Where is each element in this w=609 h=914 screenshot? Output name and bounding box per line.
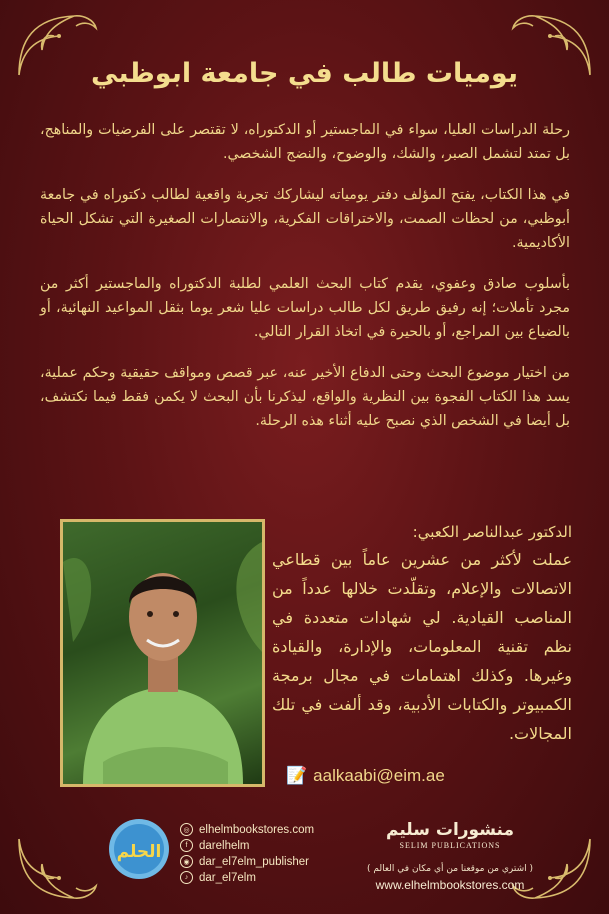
social-text: dar_el7elm (199, 871, 256, 884)
author-bio: عملت لأكثر من عشرين عاماً بين قطاعي الاتصالات والإعلام، وتقلّدت خلالها عدداً من المناصب القيادية. لي شهادات متعددة في نظم تقنية المعلومات، والإدارة، والقيادة وغيرها. وكذلك اهتمامات في مجال برمجة الكمبيوتر والكتابات الأدبية، وقد ألفت في تلك المجالات. (272, 550, 572, 743)
blurb-paragraph: من اختيار موضوع البحث وحتى الدفاع الأخير عنه، عبر قصص ومواقف حقيقية وحكم عملية، يسد هذا الكتاب الفجوة بين النظرية والواقع، ليذكرنا بأن البحث لا يكمن فقط فيما نكتشف، بل أيضا في الشخص الذي نصبح عليه أثناء هذه الرحلة. (40, 365, 570, 429)
elhelm-logo (106, 817, 172, 881)
author-name: الدكتور عبدالناصر الكعبي: (412, 523, 572, 541)
social-link[interactable] (180, 822, 314, 837)
blurb-paragraph: بأسلوب صادق وعفوي، يقدم كتاب البحث العلمي لطلبة الدكتوراه والماجستير أكثر من مجرد تأملات؛ إنه رفيق طريق لكل طالب دراسات عليا شعر يوما بثقل المواعيد النهائية، أو بالضياع بين المراجع، أو بالحيرة في اتخاذ القرار التالي. (40, 276, 570, 340)
social-text: darelhelm (199, 839, 250, 852)
publisher-website[interactable]: www.elhelmbookstores.com (375, 878, 525, 892)
social-text: elhelmbookstores.com (199, 823, 315, 836)
book-title: يوميات طالب في جامعة ابوظبي (91, 58, 518, 89)
social-link[interactable] (180, 870, 314, 885)
logo-text: الحلم (116, 842, 162, 862)
blurb-paragraph: في هذا الكتاب، يفتح المؤلف دفتر يومياته ليشاركك تجربة واقعية لطالب دكتوراه في جامعة أبوظبي، من لحظات الصمت، والاختراقات الفكرية، والانتصارات الصغيرة التي تشكل الحياة الأكاديمية. (40, 187, 570, 251)
publisher-note: ( اشتري من موقعنا من أي مكان في العالم ) (366, 864, 533, 874)
social-link[interactable] (180, 854, 314, 869)
author-photo (60, 519, 265, 787)
tiktok-icon: ♪ (180, 871, 193, 884)
globe-icon: ◎ (180, 823, 193, 836)
author-info (272, 523, 572, 748)
author-email[interactable] (286, 766, 445, 786)
publisher-block (350, 820, 550, 892)
facebook-icon: f (180, 839, 193, 852)
email-text: aalkaabi@eim.ae (313, 766, 445, 785)
social-link[interactable] (180, 838, 314, 853)
publisher-name-english: SELIM PUBLICATIONS (399, 841, 501, 850)
publisher-name-arabic: منشورات سليم (386, 820, 514, 840)
social-text: dar_el7elm_publisher (199, 855, 309, 868)
instagram-icon: ◉ (180, 855, 193, 868)
corner-ornament-bottom-left (14, 834, 104, 904)
social-links (180, 822, 314, 886)
blurb-paragraph: رحلة الدراسات العليا، سواء في الماجستير أو الدكتوراه، لا تقتصر على الفرضيات والمناهج، بل تمتد لتشمل الصبر، والشك، والوضوح، والنضج الشخصي. (40, 122, 570, 162)
pencil-note-icon: 📝 (286, 766, 308, 785)
blurb (40, 118, 570, 450)
